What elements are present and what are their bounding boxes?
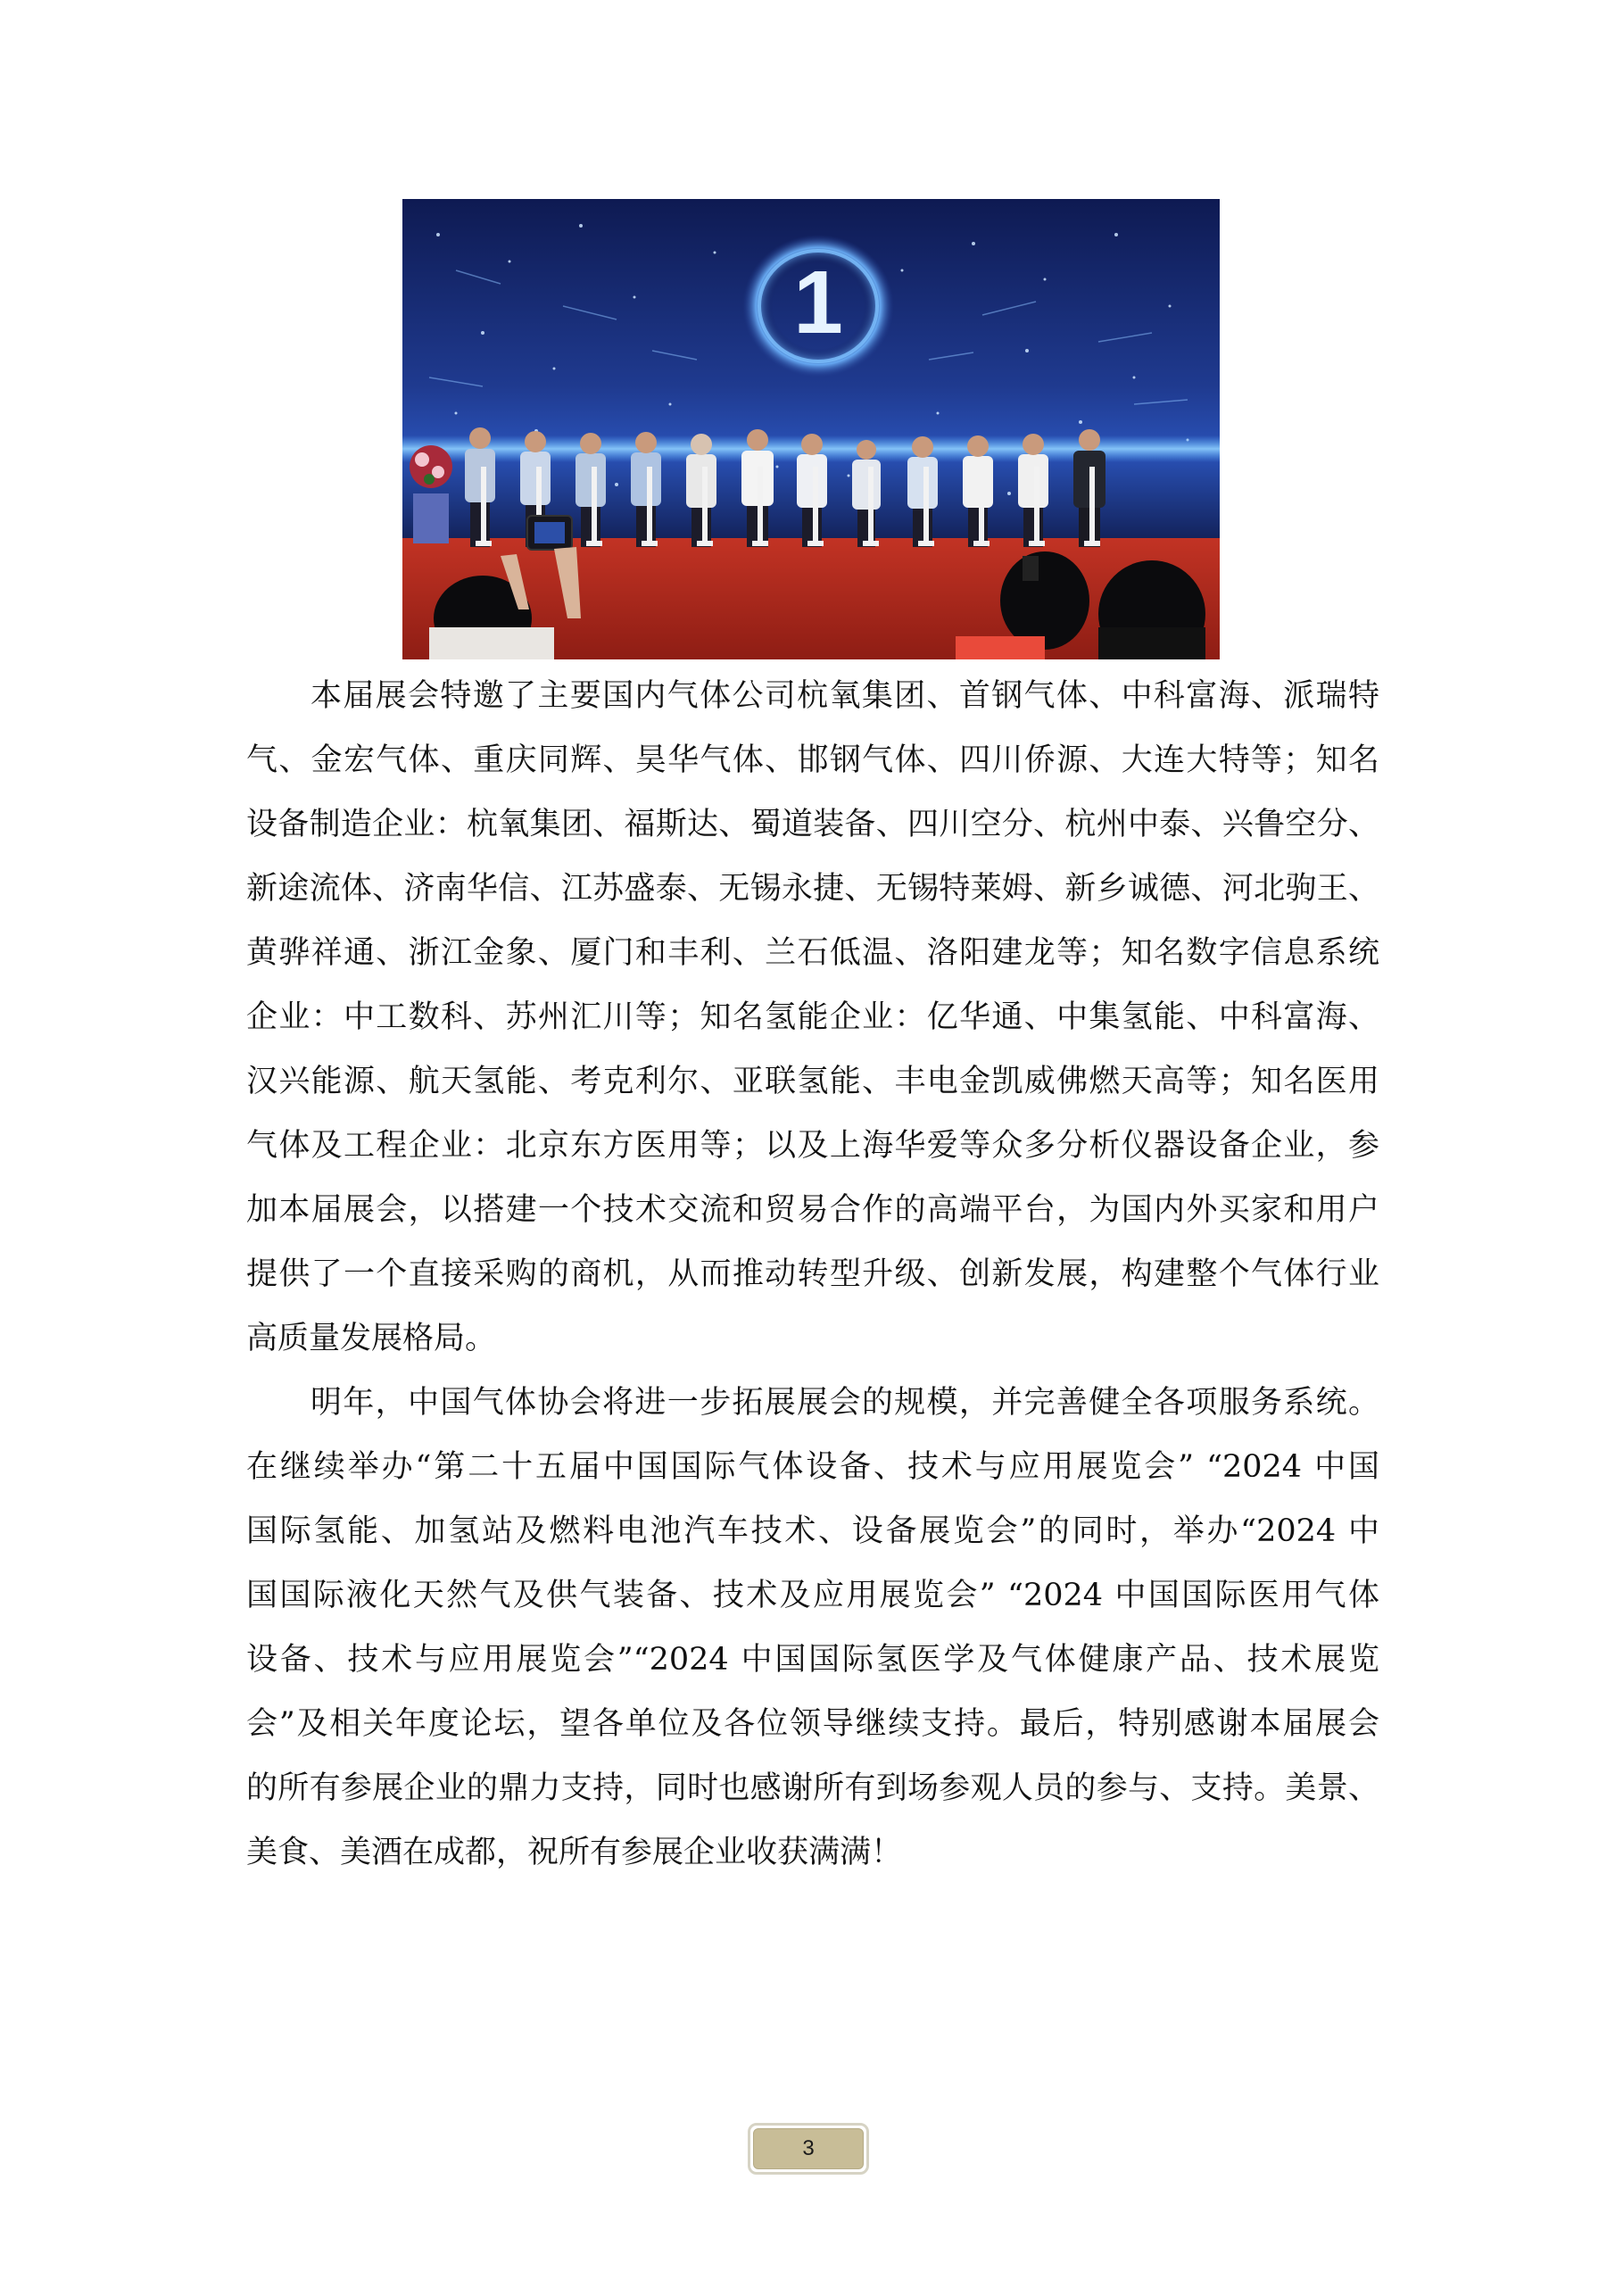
text-line: 会”及相关年度论坛，望各单位及各位领导继续支持。最后，特别感谢本届展会: [246, 1706, 1379, 1742]
page-number: 3: [753, 2128, 864, 2169]
text-line: 提供了一个直接采购的商机，从而推动转型升级、创新发展，构建整个气体行业: [246, 1256, 1379, 1292]
text-line: 设备制造企业：杭氧集团、福斯达、蜀道装备、四川空分、杭州中泰、兴鲁空分、: [246, 807, 1379, 842]
text-line: 国际氢能、加氢站及燃料电池汽车技术、设备展览会”的同时，举办“2024 中: [246, 1513, 1379, 1549]
flower-podium: [410, 445, 452, 543]
article-body: [246, 664, 1379, 1885]
text-line: 国国际液化天然气及供气装备、技术及应用展览会” “2024 中国国际医用气体: [246, 1578, 1379, 1613]
ceremony-photo-illustration: [402, 199, 1220, 659]
text-line: 的所有参展企业的鼎力支持，同时也感谢所有到场参观人员的参与、支持。美景、: [246, 1770, 1379, 1806]
text-line: 本届展会特邀了主要国内气体公司杭氧集团、首钢气体、中科富海、派瑞特: [311, 678, 1379, 714]
text-line: 企业：中工数科、苏州汇川等；知名氢能企业：亿华通、中集氢能、中科富海、: [246, 999, 1379, 1035]
page-number-badge: [748, 2123, 869, 2175]
text-line: 在继续举办“第二十五届中国国际气体设备、技术与应用展览会” “2024 中国: [246, 1449, 1379, 1485]
text-line: 明年，中国气体协会将进一步拓展展会的规模，并完善健全各项服务系统。: [311, 1385, 1379, 1421]
text-line: 高质量发展格局。: [246, 1321, 497, 1356]
paragraph-exhibitors: [246, 664, 1379, 1371]
text-line: 美食、美酒在成都，祝所有参展企业收获满满！: [246, 1835, 903, 1870]
text-line: 汉兴能源、航天氢能、考克利尔、亚联氢能、丰电金凯威佛燃天高等；知名医用: [246, 1064, 1379, 1099]
text-line: 气、金宏气体、重庆同辉、昊华气体、邯钢气体、四川侨源、大连大特等；知名: [246, 742, 1379, 778]
countdown-number: 1: [793, 253, 843, 352]
text-line: 加本届展会，以搭建一个技术交流和贸易合作的高端平台，为国内外买家和用户: [246, 1192, 1379, 1228]
text-line: 新途流体、济南华信、江苏盛泰、无锡永捷、无锡特莱姆、新乡诚德、河北驹王、: [246, 871, 1379, 907]
opening-ceremony-photo: [402, 199, 1220, 659]
text-line: 黄骅祥通、浙江金象、厦门和丰利、兰石低温、洛阳建龙等；知名数字信息系统: [246, 935, 1379, 971]
text-line: 设备、技术与应用展览会”“2024 中国国际氢医学及气体健康产品、技术展览: [246, 1642, 1379, 1678]
text-line: 气体及工程企业：北京东方医用等；以及上海华爱等众多分析仪器设备企业，参: [246, 1128, 1379, 1164]
paragraph-next-year: [246, 1371, 1379, 1885]
